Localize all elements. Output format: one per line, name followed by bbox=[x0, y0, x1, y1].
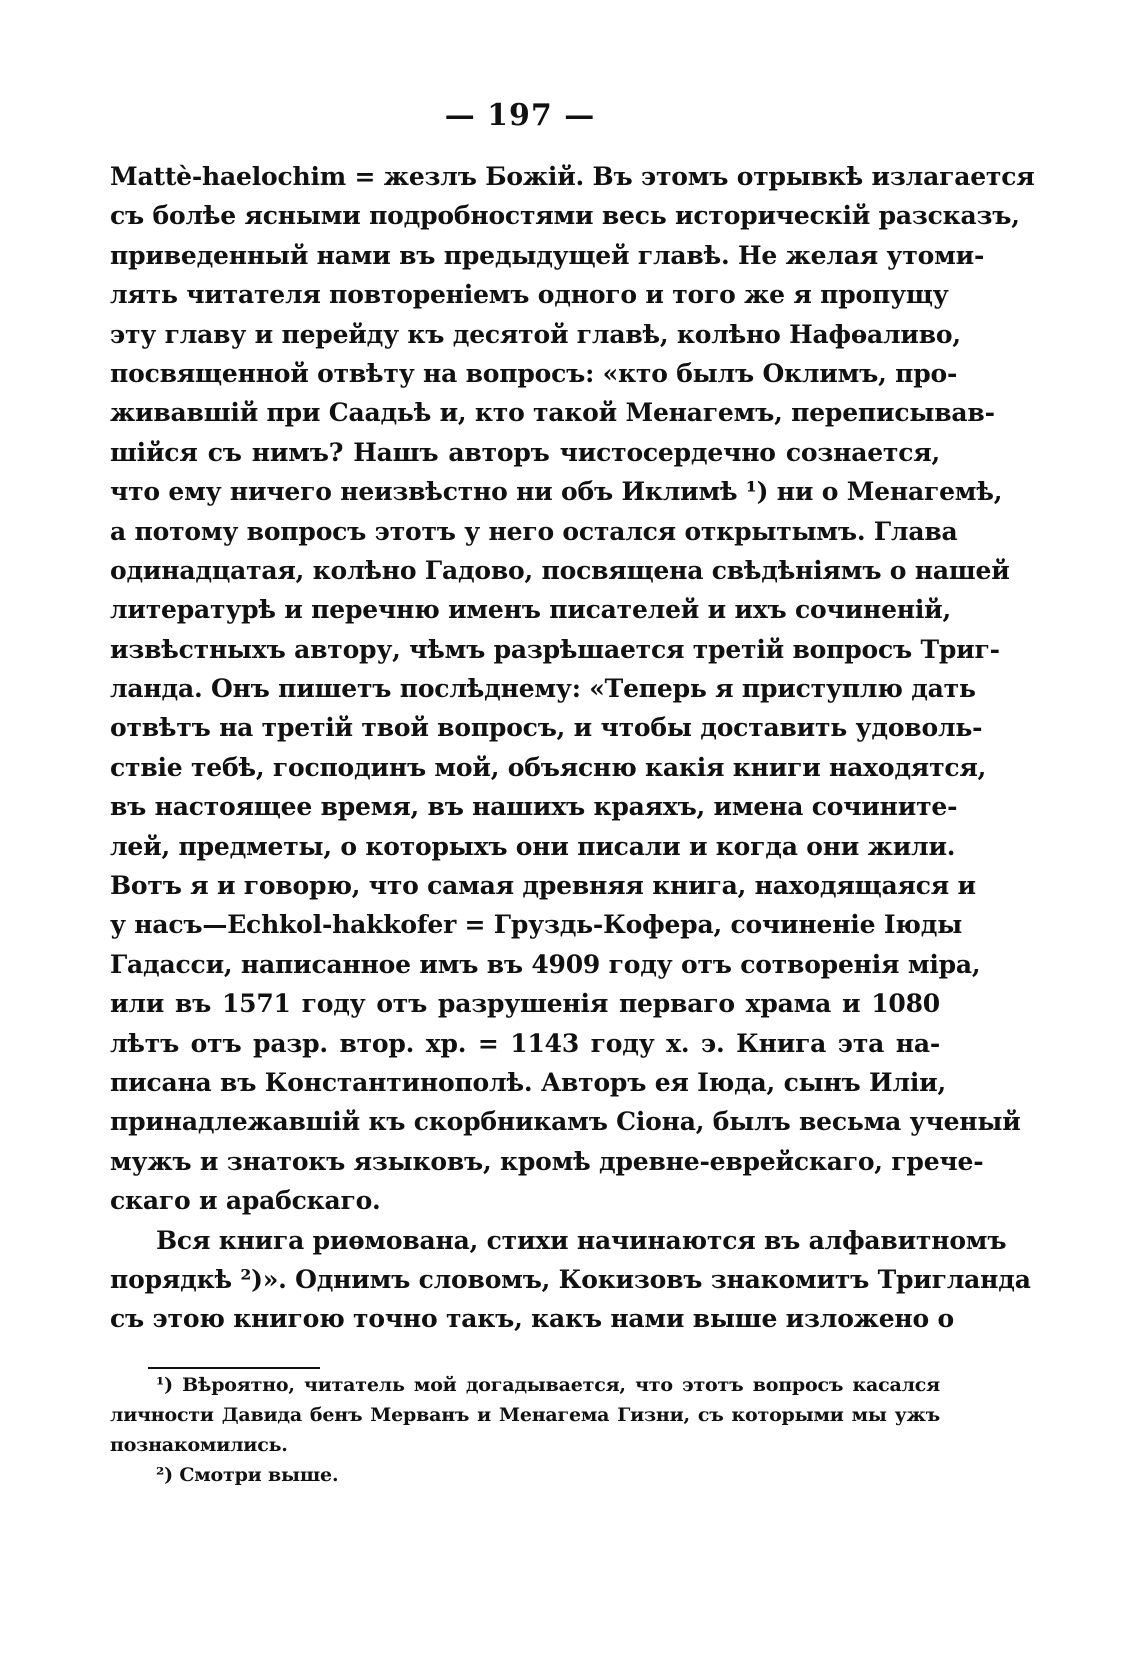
text-line: а потому вопросъ этотъ у него остался открытымъ. Глава bbox=[110, 516, 958, 546]
text-line: лѣтъ отъ разр. втор. хр. = 1143 году х. э. Книга эта на- bbox=[110, 1028, 940, 1058]
footnote-rule bbox=[148, 1367, 320, 1369]
text-line: посвященной отвѣту на вопросъ: «кто былъ Оклимъ, про- bbox=[110, 358, 958, 388]
page-number: — 197 — bbox=[444, 98, 596, 133]
text-line: съ этою книгою точно такъ, какъ нами выше изложено о bbox=[110, 1304, 954, 1334]
text-line: одинадцатая, колѣно Гадово, посвящена свѣдѣніямъ о нашей bbox=[110, 555, 1010, 585]
text-line: писана въ Константинополѣ. Авторъ ея Іюда, сынъ Иліи, bbox=[110, 1067, 947, 1097]
text-line: лей, предметы, о которыхъ они писали и когда они жили. bbox=[110, 831, 956, 861]
text-line: принадлежавшій къ скорбникамъ Сіона, былъ весьма ученый bbox=[110, 1107, 1021, 1137]
footnote-line: ¹) Вѣроятно, читатель мой догадывается, что этотъ вопросъ касался bbox=[156, 1374, 940, 1396]
text-line: Mattè-haelochim = жезлъ Божій. Въ этомъ отрывкѣ излагается bbox=[110, 162, 1035, 191]
text-line: у насъ—Echkol-hakkofer = Груздь-Кофера, сочиненіе Іюды bbox=[110, 910, 963, 940]
text-line: скаго и арабскаго. bbox=[110, 1186, 381, 1216]
text-line: живавшій при Саадьѣ и, кто такой Менагемъ, переписывав- bbox=[110, 398, 995, 428]
text-line: извѣстныхъ автору, чѣмъ разрѣшается третій вопросъ Триг- bbox=[110, 634, 1000, 664]
text-line: или въ 1571 году отъ разрушенія перваго храма и 1080 bbox=[110, 989, 940, 1019]
text-line: что ему ничего неизвѣстно ни объ Иклимѣ ¹) ни о Менагемѣ, bbox=[110, 477, 1003, 507]
text-line: ствіе тебѣ, господинъ мой, объясню какія книги находятся, bbox=[110, 752, 987, 782]
text-line: шійся съ нимъ? Нашъ авторъ чистосердечно сознается, bbox=[110, 437, 940, 467]
text-line: Вотъ я и говорю, что самая древняя книга, находящаяся и bbox=[110, 871, 976, 901]
footnote-line: личности Давида бенъ Мерванъ и Менагема Гизни, съ которыми мы ужъ bbox=[110, 1404, 940, 1426]
footnote-line: познакомились. bbox=[110, 1434, 288, 1456]
text-line: Вся книга риѳмована, стихи начинаются въ алфавитномъ bbox=[156, 1225, 1007, 1255]
text-line: мужъ и знатокъ языковъ, кромѣ древне-еврейскаго, грече- bbox=[110, 1146, 984, 1176]
text-line: литературѣ и перечню именъ писателей и ихъ сочиненій, bbox=[110, 595, 952, 625]
footnotes bbox=[110, 1370, 940, 1490]
text-line: эту главу и перейду къ десятой главѣ, колѣно Нафѳаливо, bbox=[110, 319, 961, 349]
text-line: съ болѣе ясными подробностями весь историческій разсказъ, bbox=[110, 201, 1020, 231]
text-line: отвѣтъ на третій твой вопросъ, и чтобы доставить удоволь- bbox=[110, 713, 983, 743]
text-line: въ настоящее время, въ нашихъ краяхъ, имена сочините- bbox=[110, 792, 958, 822]
text-line: лять читателя повтореніемъ одного и того же я пропущу bbox=[110, 280, 949, 310]
text-line: порядкѣ ²)». Однимъ словомъ, Кокизовъ знакомитъ Тригланда bbox=[110, 1264, 1031, 1294]
text-line: Гадасси, написанное имъ въ 4909 году отъ сотворенія міра, bbox=[110, 949, 981, 979]
text-line: приведенный нами въ предыдущей главѣ. Не желая утоми- bbox=[110, 240, 985, 270]
main-text bbox=[110, 157, 1035, 1339]
footnote-line: ²) Смотри выше. bbox=[156, 1464, 339, 1486]
text-line: ланда. Онъ пишетъ послѣднему: «Теперь я приступлю дать bbox=[110, 674, 976, 704]
